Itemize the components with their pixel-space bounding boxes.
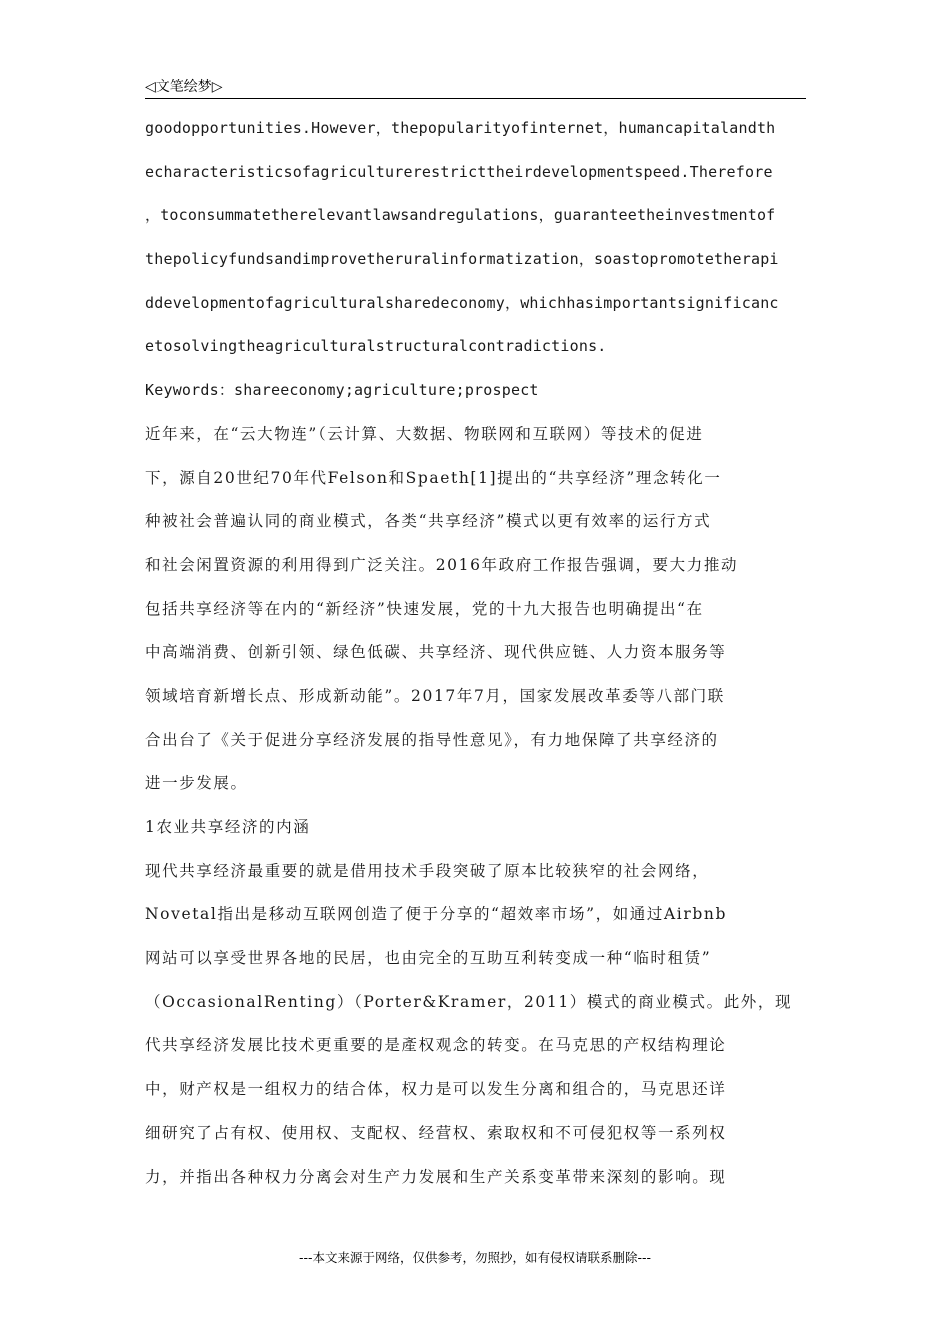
text-line: 近年来，在“云大物连”（云计算、大数据、物联网和互联网）等技术的促进: [145, 424, 704, 443]
text-line: 合出台了《关于促进分享经济发展的指导性意见》，有力地保障了共享经济的: [145, 730, 719, 749]
text-line: 细研究了占有权、使用权、支配权、经营权、索取权和不可侵犯权等一系列权: [145, 1123, 727, 1142]
text-line: ，toconsummatetherelevantlawsandregulations，guaranteetheinvestmentof: [145, 206, 776, 225]
text-line: 中，财产权是一组权力的结合体，权力是可以发生分离和组合的，马克思还详: [145, 1080, 727, 1099]
text-line: ddevelopmentofagriculturalsharedeconomy，whichhasimportantsignificanc: [145, 293, 779, 312]
text-line: etosolvingtheagriculturalstructuralcontradictions.: [145, 337, 607, 356]
page-header: [145, 74, 806, 99]
text-line: 和社会闲置资源的利用得到广泛关注。2016年政府工作报告强调，要大力推动: [145, 555, 739, 574]
text-line: goodopportunities.However，thepopularityofinternet，humancapitalandth: [145, 119, 776, 137]
text-line: 网站可以享受世界各地的民居，也由完全的互助互利转变成一种“临时租赁”: [145, 949, 712, 968]
text-line: 领域培育新增长点、形成新动能”。2017年7月，国家发展改革委等八部门联: [145, 686, 725, 705]
text-line: Keywords：shareeconomy;agriculture;prospect: [145, 381, 539, 400]
text-line: 力，并指出各种权力分离会对生产力发展和生产关系变革带来深刻的影响。现: [145, 1167, 727, 1186]
text-line: 现代共享经济最重要的就是借用技术手段突破了原本比较狭窄的社会网络，: [145, 861, 710, 880]
text-line: 代共享经济发展比技术更重要的是產权观念的转变。在马克思的产权结构理论: [145, 1036, 727, 1055]
text-line: 中高端消费、创新引领、绿色低碳、共享经济、现代供应链、人力资本服务等: [145, 643, 727, 662]
text-line: （OccasionalRenting）（Porter&Kramer，2011）模式的商业模式。此外，现: [145, 992, 793, 1011]
document-body: [145, 113, 806, 1205]
text-line: 1农业共享经济的内涵: [145, 818, 311, 836]
text-line: echaracteristicsofagriculturerestricttheirdevelopmentspeed.Therefore: [145, 162, 773, 181]
text-line: thepolicyfundsandimprovetheruralinformatization，soastopromotetherapi: [145, 250, 779, 269]
text-line: 包括共享经济等在内的“新经济”快速发展，党的十九大报告也明确提出“在: [145, 599, 704, 618]
page-footer: ---本文来源于网络，仅供参考，勿照抄，如有侵权请联系删除---: [298, 1250, 652, 1265]
text-line: 下，源自20世纪70年代Felson和Spaeth[1]提出的“共享经济”理念转化一: [145, 468, 722, 487]
text-line: 进一步发展。: [145, 774, 248, 793]
text-line: Novetal指出是移动互联网创造了便于分享的“超效率市场”，如通过Airbnb: [145, 905, 727, 924]
text-line: 种被社会普遍认同的商业模式，各类“共享经济”模式以更有效率的运行方式: [145, 512, 712, 531]
header-title: ◁文笔绘梦▷: [145, 79, 223, 95]
